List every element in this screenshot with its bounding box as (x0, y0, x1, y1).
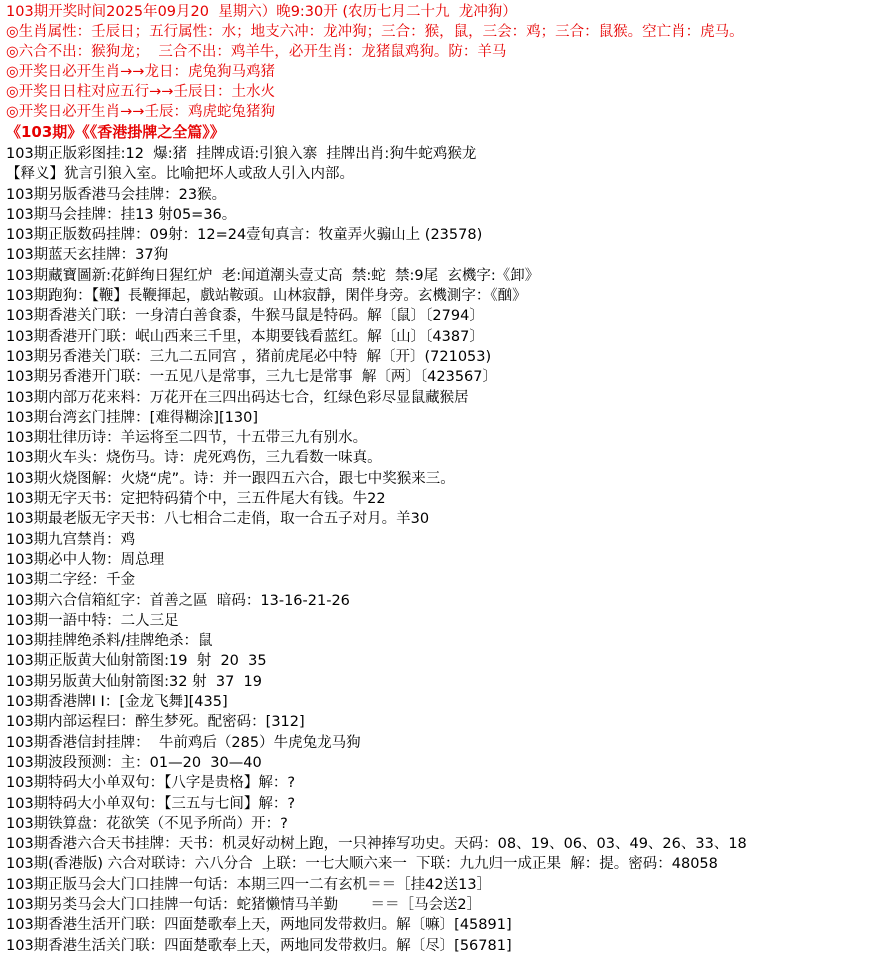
body-line-34: 103期香港六合天书挂牌：天书：机灵好动树上跑，一只神捧写功史。天码：08、19、06、03、49、26、33、18 (6, 836, 747, 853)
body-line-12: 103期内部万花来料：万花开在三四出码达七合，红绿色彩尽显鼠藏猴居 (6, 389, 469, 406)
body-line-15: 103期火车头：烧伤马。诗：虎死鸡伤，三九看数一味真。 (6, 450, 382, 467)
body-line-24: 103期挂牌绝杀料/挂牌绝杀：鼠 (6, 633, 213, 650)
body-block (0, 143, 890, 956)
body-line-4: 103期正版数码挂牌：09射：12=24壹旬真言：牧童弄火骟山上 (23578) (6, 227, 483, 244)
body-line-11: 103期另香港开门联：一五见八是常事，三九七是常事 解〔两〕〔423567〕 (6, 369, 497, 386)
header-line-5: ◎开奖日必开生肖→→壬辰：鸡虎蛇兔猪狗 (6, 104, 275, 120)
body-line-18: 103期最老版无字天书：八七相合二走俏，取一合五子对月。羊30 (6, 511, 430, 528)
body-line-22: 103期六合信箱紅字：首善之區 暗码：13-16-21-26 (6, 592, 350, 609)
body-line-36: 103期正版马会大门口挂牌一句话：本期三四一二有玄机＝＝［挂42送13］ (6, 876, 492, 893)
body-line-37: 103期另类马会大门口挂牌一句话：蛇猪懒情马羊勤 ＝＝［马会送2］ (6, 896, 482, 913)
body-line-30: 103期波段预测：主：01—20 30—40 (6, 754, 262, 771)
body-line-29: 103期香港信封挂牌： 牛前鸡后（285）牛虎兔龙马狗 (6, 734, 361, 751)
body-line-38: 103期香港生活开门联：四面楚歌奉上天，两地同发带救归。解〔嘛〕[45891] (6, 917, 512, 934)
body-line-5: 103期蓝天玄挂牌：37狗 (6, 247, 169, 264)
body-line-32: 103期特码大小单双句：【三五与七间】解：? (6, 795, 296, 812)
body-line-27: 103期香港牌I I：[金龙飞舞][435] (6, 694, 228, 711)
body-line-31: 103期特码大小单双句：【八字是贵格】解：? (6, 775, 296, 792)
body-line-7: 103期跑狗：【鞭】長鞭揮起，戲站鞍頭。山林寂靜，閑伴身旁。玄機測字：《酗》 (6, 288, 527, 305)
header-line-2: ◎六合不出：猴狗龙； 三合不出：鸡羊牛，必开生肖：龙猪鼠鸡狗。防：羊马 (6, 44, 507, 60)
body-line-35: 103期(香港版) 六合对联诗：六八分合 上联：一七大顺六来一 下联：九九归一成正果 解：提。密码：48058 (6, 856, 718, 873)
section-title: 《103期》《《香港掛牌之全篇》》 (6, 123, 225, 141)
header-line-1: ◎生肖属性：壬辰日；五行属性：水；地支六冲：龙冲狗；三合：猴，鼠，三会：鸡；三合：鼠猴。空亡肖：虎马。 (6, 24, 744, 40)
body-line-39: 103期香港生活关门联：四面楚歌奉上天，两地同发带救归。解〔尽〕[56781] (6, 937, 512, 954)
header-line-0: 103期开奖时间2025年09月20 星期六）晚9:30开 (农历七月二十九 龙冲狗） (6, 4, 517, 20)
header-block (0, 0, 890, 122)
body-line-23: 103期一語中特：二人三足 (6, 612, 179, 629)
body-line-8: 103期香港关门联：一身清白善食黍，牛猴马鼠是特码。解〔鼠〕〔2794〕 (6, 308, 484, 325)
body-line-25: 103期正版黄大仙射箭图:19 射 20 35 (6, 653, 267, 670)
body-line-33: 103期铁算盘：花欲笑（不见予所尚）开：? (6, 815, 288, 832)
body-line-0: 103期正版彩图挂:12 爆:猪 挂牌成语:引狼入寨 挂牌出肖:狗牛蛇鸡猴龙 (6, 146, 477, 162)
header-line-4: ◎开奖日日柱对应五行→→壬辰日：土水火 (6, 84, 275, 100)
body-line-28: 103期内部运程曰：醉生梦死。配密码：[312] (6, 714, 305, 731)
body-line-21: 103期二字经：千金 (6, 572, 136, 589)
body-line-14: 103期壮律历诗：羊运将至二四节，十五带三九有别水。 (6, 430, 368, 447)
body-line-10: 103期另香港关门联：三九二五同宫 ，猪前虎尾必中特 解〔开〕(721053) (6, 348, 492, 365)
body-line-20: 103期必中人物：周总理 (6, 551, 165, 568)
body-line-3: 103期马会挂牌：挂13 射05=36。 (6, 206, 237, 223)
body-line-17: 103期无字天书：定把特码猜个中，三五件尾大有钱。牛22 (6, 491, 386, 508)
header-line-3: ◎开奖日必开生肖→→龙日：虎兔狗马鸡猪 (6, 64, 275, 80)
body-line-2: 103期另版香港马会挂牌：23猴。 (6, 186, 227, 203)
body-line-1: 【释义】犹言引狼入室。比喻把坏人或敌人引入内部。 (6, 166, 354, 183)
body-line-19: 103期九宫禁肖：鸡 (6, 531, 136, 548)
body-line-13: 103期台湾玄门挂牌：[难得糊涂][130] (6, 409, 258, 426)
body-line-26: 103期另版黄大仙射箭图:32 射 37 19 (6, 673, 262, 690)
body-line-6: 103期藏寶圖新:花鲜绚日猩红炉 老:闻道潮头壹丈高 禁:蛇 禁:9尾 玄機字:《卸》 (6, 267, 540, 284)
body-line-16: 103期火烧图解：火烧“虎”。诗：并一跟四五六合，跟七中奖猴来三。 (6, 470, 455, 487)
body-line-9: 103期香港开门联：岷山西来三千里，本期要钱看蓝红。解〔山〕〔4387〕 (6, 328, 484, 345)
